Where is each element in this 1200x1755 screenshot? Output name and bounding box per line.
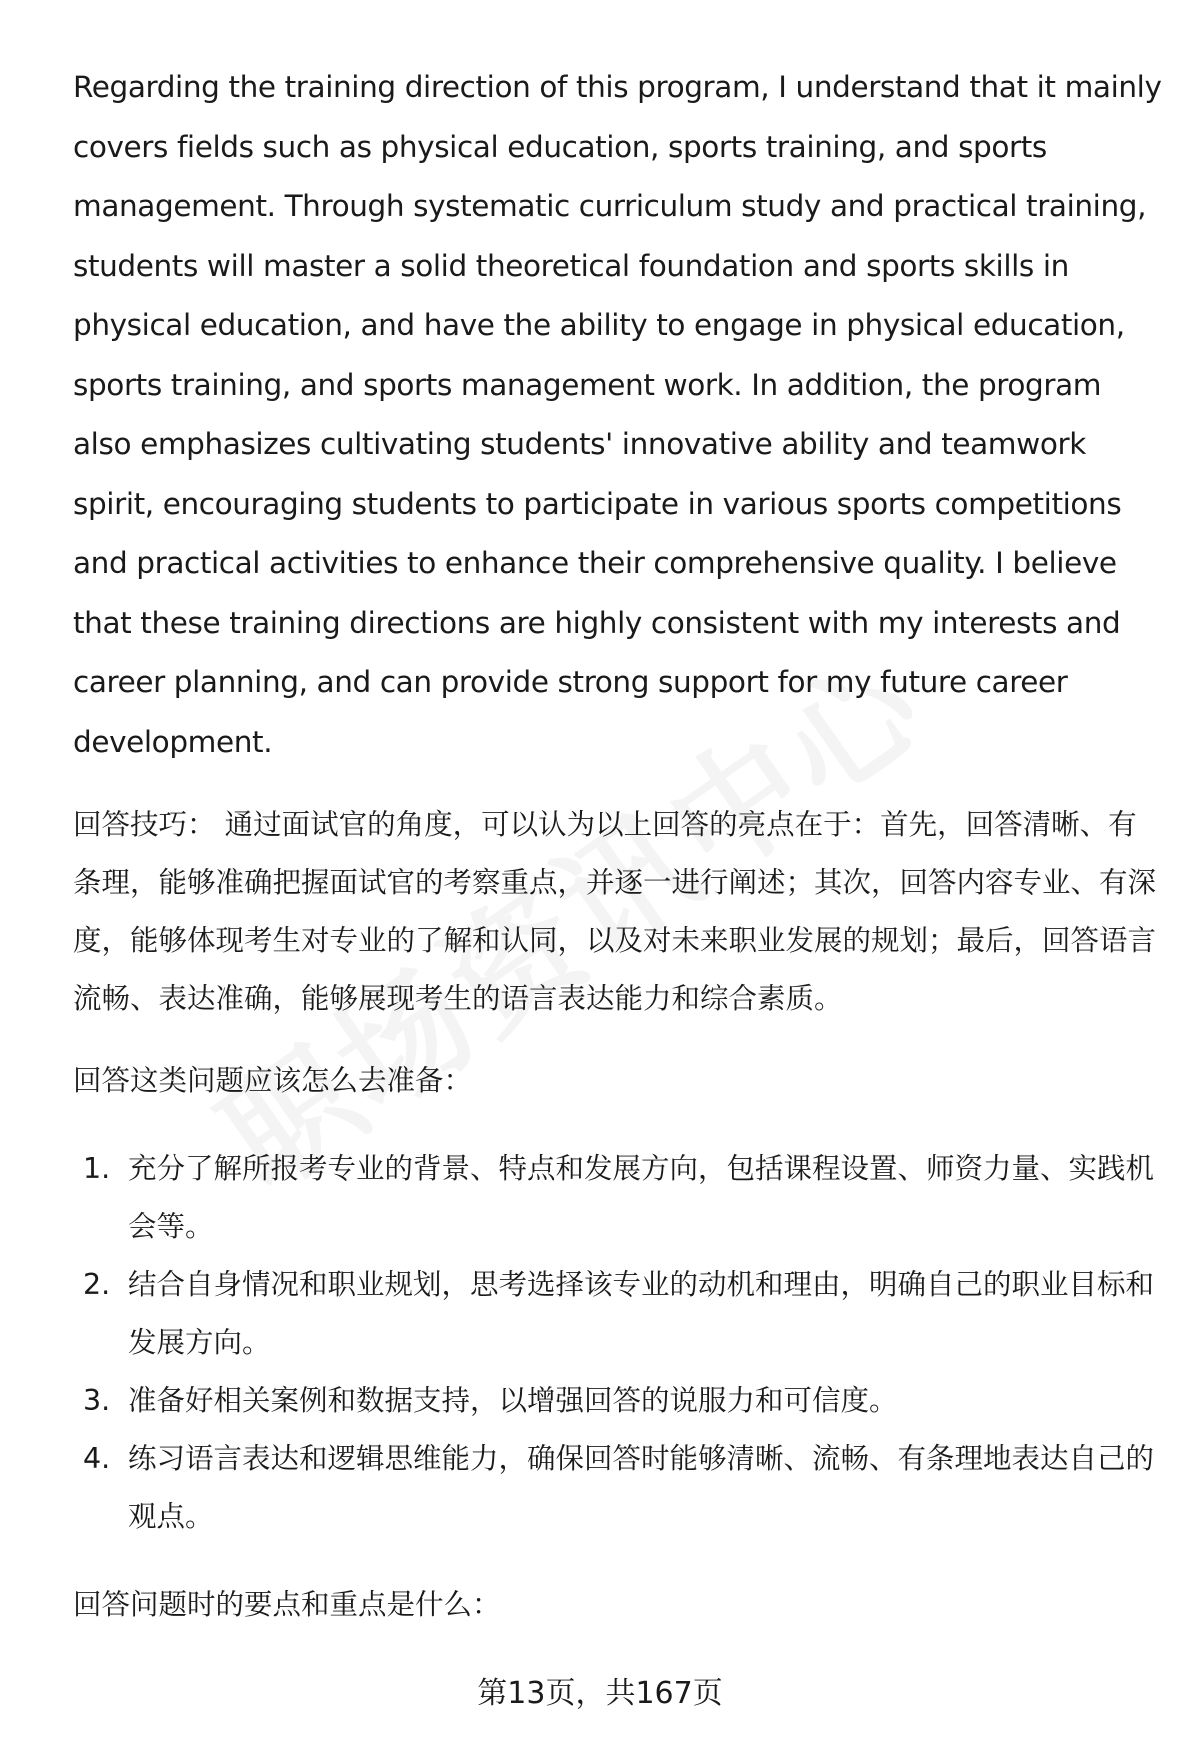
answer-tips-paragraph [73, 796, 1163, 1028]
key-points-heading: 回答问题时的要点和重点是什么： [73, 1588, 501, 1621]
page-number-footer: 第13页，共167页 [477, 1676, 723, 1711]
preparation-heading: 回答这类问题应该怎么去准备： [73, 1064, 473, 1097]
list-item-text: 结合自身情况和职业规划，思考选择该专业的动机和理由，明确自己的职业目标和发展方向。 [128, 1268, 1155, 1359]
list-item-number: 3. [83, 1384, 111, 1417]
list-item-text: 充分了解所报考专业的背景、特点和发展方向，包括课程设置、师资力量、实践机会等。 [128, 1152, 1155, 1243]
list-item [73, 1140, 1163, 1256]
list-item-text: 准备好相关案例和数据支持，以增强回答的说服力和可信度。 [128, 1384, 898, 1417]
document-body [73, 58, 1163, 1634]
list-item [73, 1256, 1163, 1372]
list-item [73, 1372, 1163, 1430]
list-item-number: 1. [83, 1152, 111, 1185]
list-item-number: 2. [83, 1268, 111, 1301]
intro-paragraph: Regarding the training direction of this program, I understand that it mainly covers fields such as physical education, sports training, and sports management. Through systematic curriculum study and practical training, students will master a solid theoretical foundation and sports skills in physical education, and have the ability to engage in physical education, sports training, and sports management work. In addition, the program also emphasizes cultivating students' innovative ability and teamwork spirit, encouraging students to participate in various sports competitions and practical activities to enhance their comprehensive quality. I believe that these training directions are highly consistent with my interests and career planning, and can provide strong support for my future career development. [73, 70, 1162, 759]
preparation-steps-list [73, 1140, 1163, 1546]
list-item-text: 练习语言表达和逻辑思维能力，确保回答时能够清晰、流畅、有条理地表达自己的观点。 [128, 1442, 1155, 1533]
list-item-number: 4. [83, 1442, 111, 1475]
answer-tips-text: 通过面试官的角度，可以认为以上回答的亮点在于：首先，回答清晰、有条理，能够准确把握面试官的考察重点，并逐一进行阐述；其次，回答内容专业、有深度，能够体现考生对专业的了解和认同，以及对未来职业发展的规划；最后，回答语言流畅、表达准确，能够展现考生的语言表达能力和综合素质。 [73, 808, 1157, 1015]
answer-tips-label: 回答技巧： [73, 808, 216, 841]
list-item [73, 1430, 1163, 1546]
